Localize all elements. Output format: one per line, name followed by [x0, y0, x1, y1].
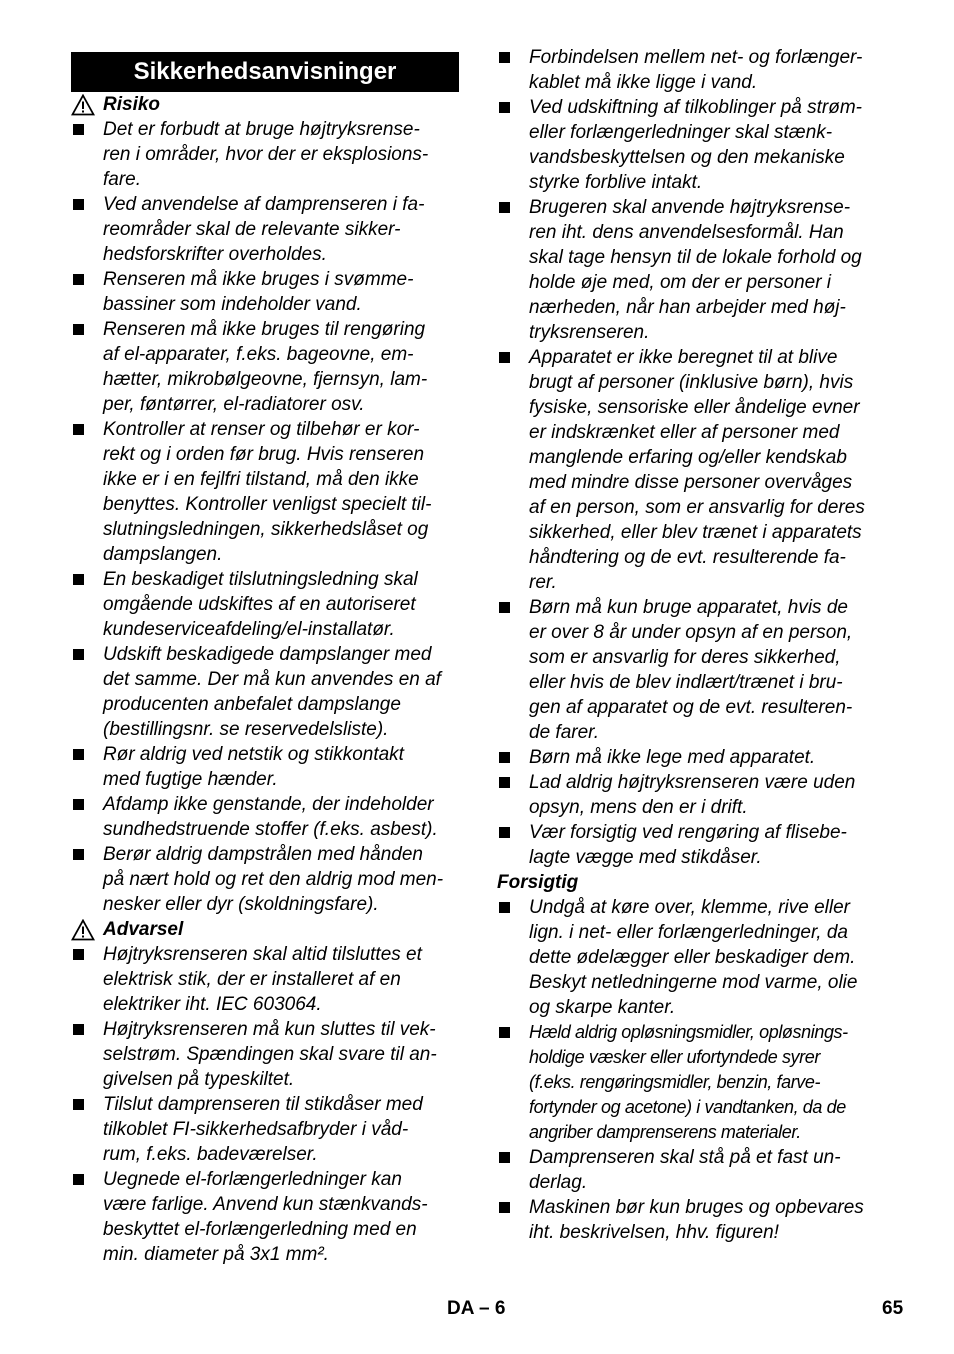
- square-bullet-icon: [499, 52, 510, 63]
- list-item-line: Ved anvendelse af damprenseren i fa-: [103, 194, 425, 215]
- list-item-line: dette ødelægger eller beskadiger dem.: [529, 947, 856, 968]
- list-item-line: Forbindelsen mellem net- og forlænger-: [529, 47, 863, 68]
- list-item-line: er over 8 år under opsyn af en person,: [529, 622, 853, 643]
- list-item-line: per, føntørrer, el-radiatorer osv.: [103, 394, 365, 415]
- list-item: [71, 192, 459, 267]
- list-item-line: Uegnede el-forlængerledninger kan: [103, 1169, 402, 1190]
- list-item-line: derlag.: [529, 1172, 588, 1193]
- list-item: [71, 642, 459, 742]
- list-item: [71, 567, 459, 642]
- risk-title: Risiko: [71, 92, 459, 117]
- list-item-line: Damprenseren skal stå på et fast un-: [529, 1147, 841, 1168]
- list-item: [497, 770, 889, 820]
- list-item: [497, 45, 889, 95]
- list-item-line: og skarpe kanter.: [529, 997, 676, 1018]
- list-item-line: opsyn, mens den er i drift.: [529, 797, 748, 818]
- list-item-line: lign. i net- eller forlængerledninger, da: [529, 922, 848, 943]
- list-item-line: angriber damprenserens materialer.: [529, 1122, 801, 1142]
- list-item-line: (bestillingsnr. se reservedelsliste).: [103, 719, 389, 740]
- list-item: [497, 1020, 889, 1145]
- list-item: [497, 1195, 889, 1245]
- list-item-line: fortynder og acetone) i vandtanken, da de: [529, 1097, 846, 1117]
- list-item-line: gen af apparatet og de evt. resulteren-: [529, 697, 853, 718]
- list-item-line: rekt og i orden før brug. Hvis renseren: [103, 444, 425, 465]
- square-bullet-icon: [499, 1202, 510, 1213]
- list-item-line: ren iht. dens anvendelsesformål. Han: [529, 222, 844, 243]
- list-item-line: vandsbeskyttelsen og den mekaniske: [529, 147, 845, 168]
- warning-triangle-icon: [71, 94, 95, 116]
- square-bullet-icon: [73, 324, 84, 335]
- list-item-line: håndtering og de evt. resulterende fa-: [529, 547, 846, 568]
- square-bullet-icon: [73, 1099, 84, 1110]
- list-item-line: min. diameter på 3x1 mm².: [103, 1244, 329, 1265]
- square-bullet-icon: [499, 902, 510, 913]
- list-item-line: slutningsledningen, sikkerhedslåset og: [103, 519, 429, 540]
- list-item-line: En beskadiget tilslutningsledning skal: [103, 569, 418, 590]
- list-item-line: iht. beskrivelsen, hhv. figuren!: [529, 1222, 779, 1243]
- list-item-line: Børn må kun bruge apparatet, hvis de: [529, 597, 848, 618]
- list-item-line: skal tage hensyn til de lokale forhold og: [529, 247, 862, 268]
- section-heading: Sikkerhedsanvisninger: [71, 52, 459, 92]
- list-item-line: af en person, som er ansvarlig for deres: [529, 497, 865, 518]
- warning-triangle-icon: [71, 919, 95, 941]
- list-item-line: Børn må ikke lege med apparatet.: [529, 747, 816, 768]
- list-item-line: Vær forsigtig ved rengøring af flisebe-: [529, 822, 847, 843]
- list-item-line: med fugtige hænder.: [103, 769, 278, 790]
- list-item-line: holde øje med, om der er personer i: [529, 272, 832, 293]
- square-bullet-icon: [499, 202, 510, 213]
- list-item-line: producenten anbefalet dampslange: [103, 694, 401, 715]
- square-bullet-icon: [73, 799, 84, 810]
- list-item: [71, 117, 459, 192]
- list-item-line: rum, f.eks. badeværelser.: [103, 1144, 318, 1165]
- list-item-line: kundeserviceafdeling/el-installatør.: [103, 619, 395, 640]
- list-item: [497, 345, 889, 595]
- square-bullet-icon: [73, 1174, 84, 1185]
- list-item-line: eller forlængerledninger skal stænk-: [529, 122, 833, 143]
- square-bullet-icon: [73, 1024, 84, 1035]
- square-bullet-icon: [73, 849, 84, 860]
- list-item-line: Brugeren skal anvende højtryksrense-: [529, 197, 851, 218]
- list-item-line: tryksrenseren.: [529, 322, 650, 343]
- list-item-line: lagte vægge med stikdåser.: [529, 847, 762, 868]
- list-item-line: manglende erfaring og/eller kendskab: [529, 447, 847, 468]
- list-item-line: ren i områder, hvor der er eksplosions-: [103, 144, 429, 165]
- square-bullet-icon: [73, 424, 84, 435]
- list-item-line: benyttes. Kontroller venligst specielt til-: [103, 494, 432, 515]
- list-item: [497, 1145, 889, 1195]
- warning-list: [71, 942, 459, 1267]
- list-item: [71, 417, 459, 567]
- risk-list: [71, 117, 459, 917]
- list-item-line: Maskinen bør kun bruges og opbevares: [529, 1197, 864, 1218]
- list-item-line: selstrøm. Spændingen skal svare til an-: [103, 1044, 437, 1065]
- list-item: [71, 942, 459, 1017]
- square-bullet-icon: [73, 124, 84, 135]
- caution-title: Forsigtig: [497, 872, 579, 893]
- list-item-line: sikkerhed, eller blev trænet i apparatets: [529, 522, 862, 543]
- list-item-line: dampslangen.: [103, 544, 223, 565]
- square-bullet-icon: [499, 1027, 510, 1038]
- list-item: [497, 595, 889, 745]
- list-item: [497, 745, 889, 770]
- list-item-line: Udskift beskadigede dampslanger med: [103, 644, 432, 665]
- list-item: [71, 1167, 459, 1267]
- square-bullet-icon: [73, 649, 84, 660]
- list-item-line: elektrisk stik, der er installeret af en: [103, 969, 401, 990]
- list-item: [497, 820, 889, 870]
- list-item-line: Højtryksrenseren skal altid tilsluttes et: [103, 944, 422, 965]
- square-bullet-icon: [499, 777, 510, 788]
- list-item: [71, 1017, 459, 1092]
- list-item: [71, 742, 459, 792]
- list-item-line: det samme. Der må kun anvendes en af: [103, 669, 441, 690]
- list-item-line: hedsforskrifter overholdes.: [103, 244, 327, 265]
- list-item-line: Ved udskiftning af tilkoblinger på strøm-: [529, 97, 863, 118]
- square-bullet-icon: [499, 352, 510, 363]
- list-item-line: Lad aldrig højtryksrenseren være uden: [529, 772, 856, 793]
- list-item-line: rer.: [529, 572, 557, 593]
- list-item-line: givelsen på typeskiltet.: [103, 1069, 295, 1090]
- footer-section-label: DA – 6: [447, 1298, 506, 1319]
- list-item-line: Kontroller at renser og tilbehør er kor-: [103, 419, 420, 440]
- list-item-line: elektriker iht. IEC 603064.: [103, 994, 322, 1015]
- list-item-line: Renseren må ikke bruges i svømme-: [103, 269, 414, 290]
- list-item-line: er indskrænket eller af personer med: [529, 422, 840, 443]
- list-item-line: beskyttet el-forlængerledning med en: [103, 1219, 417, 1240]
- list-item-line: brugt af personer (inklusive børn), hvis: [529, 372, 854, 393]
- square-bullet-icon: [73, 274, 84, 285]
- list-item-line: Tilslut damprenseren til stikdåser med: [103, 1094, 423, 1115]
- left-column: [71, 52, 459, 1267]
- list-item-line: Undgå at køre over, klemme, rive eller: [529, 897, 851, 918]
- list-item-line: Rør aldrig ved netstik og stikkontakt: [103, 744, 404, 765]
- list-item: [71, 267, 459, 317]
- square-bullet-icon: [73, 949, 84, 960]
- list-item-line: som er ansvarlig for deres sikkerhed,: [529, 647, 841, 668]
- caution-list: [497, 895, 889, 1245]
- list-item-line: Afdamp ikke genstande, der indeholder: [103, 794, 434, 815]
- list-item-line: Det er forbudt at bruge højtryksrense-: [103, 119, 420, 140]
- list-item-line: eller hvis de blev indlært/trænet i bru-: [529, 672, 843, 693]
- list-item: [71, 317, 459, 417]
- list-item: [71, 792, 459, 842]
- list-item-line: reområder skal de relevante sikker-: [103, 219, 401, 240]
- list-item-line: ikke er i en fejlfri tilstand, må den ikke: [103, 469, 419, 490]
- square-bullet-icon: [73, 574, 84, 585]
- warning-title: Advarsel: [71, 917, 459, 942]
- square-bullet-icon: [73, 199, 84, 210]
- list-item-line: Hæld aldrig opløsningsmidler, opløsnings-: [529, 1022, 848, 1042]
- list-item-line: fysiske, sensoriske eller åndelige evner: [529, 397, 860, 418]
- warning-list-continued: [497, 45, 889, 870]
- square-bullet-icon: [499, 602, 510, 613]
- list-item-line: Apparatet er ikke beregnet til at blive: [529, 347, 838, 368]
- list-item-line: bassiner som indeholder vand.: [103, 294, 362, 315]
- right-column: [497, 45, 889, 1245]
- list-item-line: nesker eller dyr (skoldningsfare).: [103, 894, 379, 915]
- list-item-line: holdige væsker eller ufortyndede syrer: [529, 1047, 820, 1067]
- square-bullet-icon: [73, 749, 84, 760]
- square-bullet-icon: [499, 752, 510, 763]
- list-item: [497, 95, 889, 195]
- list-item: [497, 195, 889, 345]
- square-bullet-icon: [499, 1152, 510, 1163]
- list-item-line: kablet må ikke ligge i vand.: [529, 72, 758, 93]
- footer-page-number: 65: [882, 1298, 904, 1319]
- list-item: [71, 842, 459, 917]
- list-item-line: hætter, mikrobølgeovne, fjernsyn, lam-: [103, 369, 428, 390]
- square-bullet-icon: [499, 827, 510, 838]
- list-item-line: (f.eks. rengøringsmidler, benzin, farve-: [529, 1072, 821, 1092]
- list-item-line: Højtryksrenseren må kun sluttes til vek-: [103, 1019, 436, 1040]
- list-item-line: på nært hold og ret den aldrig mod men-: [103, 869, 444, 890]
- list-item-line: de farer.: [529, 722, 600, 743]
- list-item: [497, 895, 889, 1020]
- list-item-line: Berør aldrig dampstrålen med hånden: [103, 844, 424, 865]
- list-item: [71, 1092, 459, 1167]
- list-item-line: Beskyt netledningerne mod varme, olie: [529, 972, 858, 993]
- list-item-line: være farlige. Anvend kun stænkvands-: [103, 1194, 428, 1215]
- list-item-line: fare.: [103, 169, 142, 190]
- list-item-line: tilkoblet FI-sikkerhedsafbryder i våd-: [103, 1119, 409, 1140]
- list-item-line: omgående udskiftes af en autoriseret: [103, 594, 416, 615]
- list-item-line: Renseren må ikke bruges til rengøring: [103, 319, 426, 340]
- list-item-line: nærheden, når han arbejder med høj-: [529, 297, 846, 318]
- list-item-line: styrke forblive intakt.: [529, 172, 703, 193]
- square-bullet-icon: [499, 102, 510, 113]
- list-item-line: med mindre disse personer overvåges: [529, 472, 853, 493]
- list-item-line: sundhedstruende stoffer (f.eks. asbest).: [103, 819, 438, 840]
- list-item-line: af el-apparater, f.eks. bageovne, em-: [103, 344, 414, 365]
